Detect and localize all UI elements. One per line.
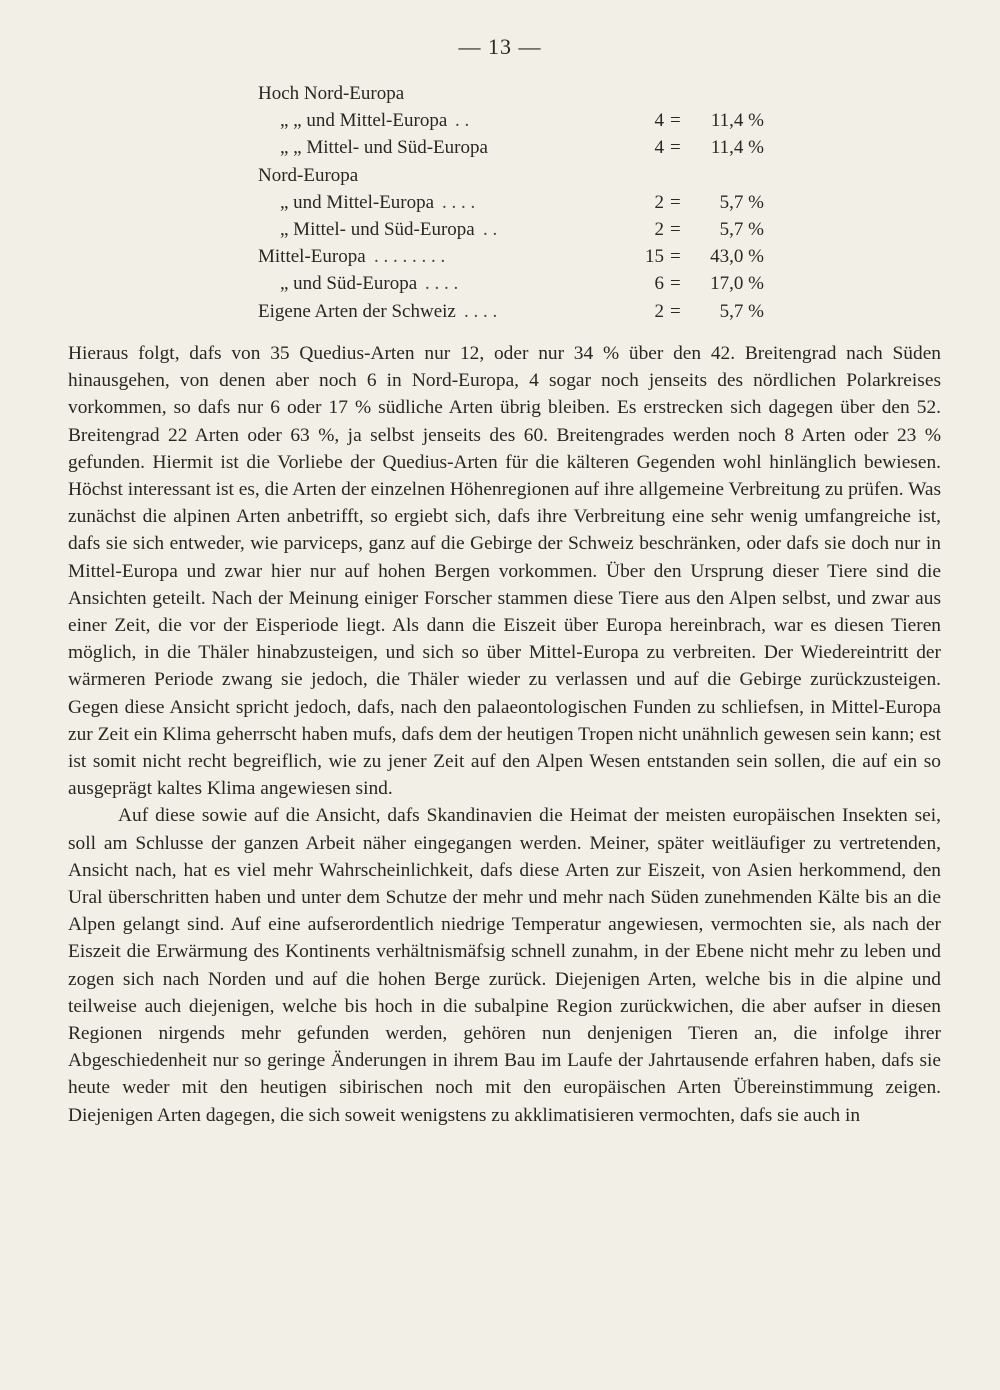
region-label: „ und Mittel-Europa (280, 191, 435, 213)
paragraph-1: Hieraus folgt, dafs von 35 Quedius-Arten nur 12, oder nur 34 % über den 42. Breitengrad nach Süden hinausgehen, von denen aber noch 6 in Nord-Europa, 4 sogar noch jenseits des nördlichen Polarkreises vorkommen, so dafs nur 6 oder 17 % südliche Arten übrig bleiben. Es erstrecken sich dagegen über den 52. Breitengrad 22 Arten oder 63 %, ja selbst jenseits des 60. Breitengrades werden noch 8 Arten oder 23 % gefunden. Hiermit ist die Vorliebe der Quedius-Arten für die kälteren Gegenden wohl hinlänglich bewiesen. Höchst interessant ist es, die Arten der einzelnen Höhenregionen auf ihre allgemeine Verbreitung zu prüfen. Was zunächst die alpinen Arten anbetrifft, so ergiebt sich, dafs ihre Verbreitung eine sehr wenig umfangreiche ist, dafs sie sich entweder, wie parviceps, ganz auf die Gebirge der Schweiz beschränken, oder dafs sie doch nur in Mittel-Europa und zwar hier nur auf hohen Bergen vorkommen. Über den Ursprung dieser Tiere sind die Ansichten geteilt. Nach der Meinung einiger Forscher stammen diese Tiere aus den Alpen selbst, und zwar aus einer Zeit, die vor der Eisperiode liegt. Als dann die Eiszeit über Europa hereinbrach, war es diesen Tieren möglich, in die Thäler hinabzusteigen, und sich so über Mittel-Europa zu verbreiten. Der Wiedereintritt der wärmeren Periode zwang sie jedoch, die Thäler wieder zu verlassen und auf die Gebirge zurückzusteigen. Gegen diese Ansicht spricht jedoch, dafs, nach den palaeontologischen Funden zu schliefsen, in Mittel-Europa zur Zeit ein Klima geherrscht haben mufs, dafs dem der heutigen Tropen nicht unähnlich gewesen sein kann; est ist somit nicht recht begreiflich, wie zu jener Zeit auf den Alpen Wesen entstanden sein sollen, die auf ein so ausgeprägt kaltes Klima angewiesen sind. (68, 343, 941, 800)
region-label: „ „ Mittel- und Süd-Europa (280, 137, 488, 159)
distribution-table (258, 80, 778, 325)
table-row (258, 134, 778, 161)
leader-dots: . . (455, 110, 470, 132)
species-count: 2 (654, 300, 664, 322)
equals-sign: = (670, 137, 681, 159)
species-count: 2 (654, 218, 664, 240)
table-row (258, 189, 778, 216)
percentage: 5,7 % (719, 300, 764, 322)
equals-sign: = (670, 273, 681, 295)
table-row (258, 270, 778, 297)
leader-dots: . . . . (464, 300, 498, 322)
equals-sign: = (670, 300, 681, 322)
equals-sign: = (670, 218, 681, 240)
region-label: „ und Süd-Europa (280, 273, 418, 295)
percentage: 5,7 % (719, 191, 764, 213)
region-label: Hoch Nord-Europa (258, 83, 405, 104)
body-text (68, 340, 941, 1129)
table-row (258, 107, 778, 134)
table-row (258, 80, 778, 107)
percentage: 43,0 % (710, 246, 764, 268)
leader-dots: . . . . . . . . (374, 246, 446, 268)
equals-sign: = (670, 246, 681, 268)
species-count: 15 (645, 246, 664, 268)
percentage: 17,0 % (710, 273, 764, 295)
percentage: 11,4 % (710, 110, 764, 132)
region-label: „ Mittel- und Süd-Europa (280, 218, 475, 240)
region-label: „ „ und Mittel-Europa (280, 110, 448, 132)
equals-sign: = (670, 191, 681, 213)
equals-sign: = (670, 110, 681, 132)
region-label: Nord-Europa (258, 164, 359, 186)
percentage: 11,4 % (710, 137, 764, 159)
species-count: 2 (654, 191, 664, 213)
page-number: — 13 — (458, 34, 542, 59)
table-row (258, 298, 778, 325)
species-count: 6 (654, 273, 664, 295)
leader-dots: . . (483, 218, 498, 240)
table-row (258, 216, 778, 243)
species-count: 4 (654, 137, 664, 159)
percentage: 5,7 % (719, 218, 764, 240)
region-label: Eigene Arten der Schweiz (258, 300, 456, 322)
table-row (258, 162, 778, 189)
table-row (258, 243, 778, 270)
paragraph-2: Auf diese sowie auf die Ansicht, dafs Skandinavien die Heimat der meisten europäischen Insekten sei, soll am Schlusse der ganzen Arbeit näher eingegangen werden. Meiner, später weitläufiger zu vertretenden, Ansicht nach, hat es viel mehr Wahrscheinlichkeit, dafs diese Arten zur Eiszeit, von Asien herkommend, den Ural überschritten haben und unter dem Schutze der mehr und mehr nach Süden zunehmenden Kälte bis an die Alpen gelangt sind. Auf eine aufserordentlich niedrige Temperatur angewiesen, vermochten sie, als nach der Eiszeit die Erwärmung des Kontinents verhältnismäfsig schnell zunahm, in der Ebene nicht mehr zu leben und zogen sich nach Norden und auf die hohen Berge zurück. Diejenigen Arten, welche bis in die alpine und teilweise auch diejenigen, welche bis hoch in die subalpine Region zurückwichen, die aber aufser in diesen Regionen nirgends mehr gefunden werden, gehören nun denjenigen Tieren an, die infolge ihrer Abgeschiedenheit nur so geringe Änderungen in ihrem Bau im Laufe der Jahrtausende erfahren haben, dafs sie heute weder mit den heutigen sibirischen noch mit den europäischen Arten Übereinstimmung zeigen. Diejenigen Arten dagegen, die sich soweit wenigstens zu akklimatisieren vermochten, dafs sie auch in (68, 805, 941, 1126)
region-label: Mittel-Europa (258, 246, 366, 268)
species-count: 4 (654, 110, 664, 132)
leader-dots: . . . . (442, 191, 476, 213)
leader-dots: . . . . (425, 273, 459, 295)
